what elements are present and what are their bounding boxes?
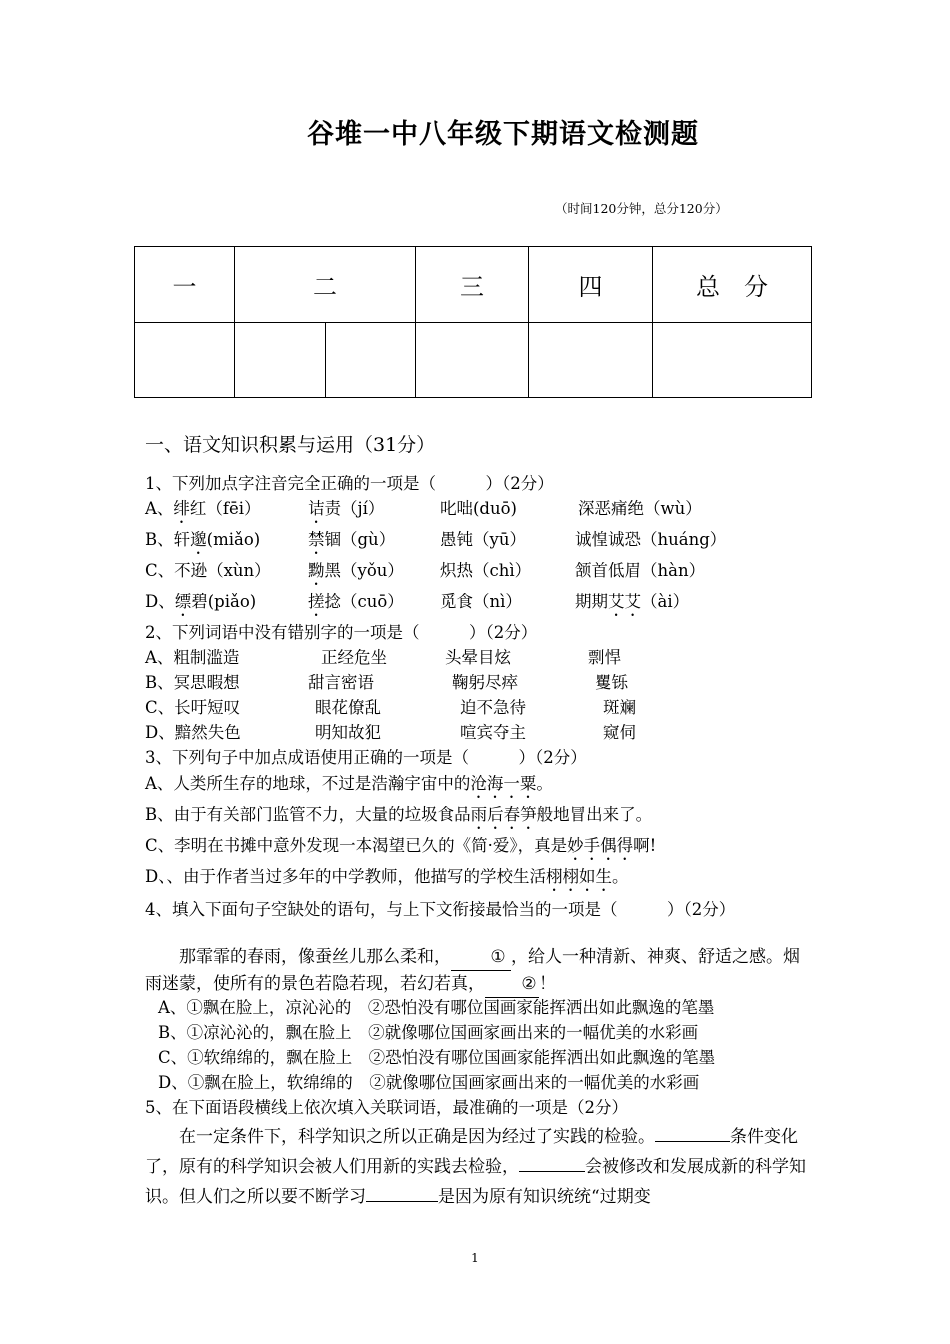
score-header-4: 四 — [529, 247, 653, 323]
q5-stem: 5、在下面语段横线上依次填入关联词语，最准确的一项是（2分） — [145, 1098, 628, 1117]
q4-option-a: A、①飘在脸上，凉沁沁的 ②恐怕没有哪位国画家能挥洒出如此飘逸的笔墨 — [158, 998, 715, 1017]
section-heading: 一、语文知识积累与运用（31分） — [145, 434, 436, 456]
q2-stem: 2、下列词语中没有错别字的一项是（ ）（2分） — [145, 623, 538, 642]
score-cell[interactable] — [416, 323, 529, 398]
q1-option-b: B、轩邈(miǎo) 禁锢（gù） 愚钝（yū） 诚惶诚恐（huáng） — [145, 530, 727, 549]
q2-option-c: C、长吁短叹 眼花僚乱 迫不急待 斑斓 — [145, 698, 636, 717]
score-cell[interactable] — [653, 323, 812, 398]
score-cell[interactable] — [529, 323, 653, 398]
blank-2: ② — [485, 971, 539, 998]
q4-passage: 那霏霏的春雨，像蚕丝儿那么柔和， ① ，给人一种清新、神爽、舒适之感。烟雨迷蒙，使所有的景色若隐若现，若幻若真， ② ！ — [145, 944, 810, 998]
q4-option-b: B、①凉沁沁的，飘在脸上 ②就像哪位国画家画出来的一幅优美的水彩画 — [158, 1023, 699, 1042]
q4-stem: 4、填入下面句子空缺处的语句，与上下文衔接最恰当的一项是（ ）（2分） — [145, 900, 736, 919]
blank-1: ① — [451, 944, 511, 971]
q1-option-a: A、绯红（fēi） 诘责（jí） 叱咄(duō) 深恶痛绝（wù） — [145, 499, 702, 518]
q1-stem: 1、下列加点字注音完全正确的一项是（ ）（2分） — [145, 474, 554, 493]
page-title: 谷堆一中八年级下期语文检测题 — [307, 119, 699, 150]
score-cell[interactable] — [326, 323, 416, 398]
exam-time-note: （时间120分钟，总分120分） — [555, 201, 728, 216]
score-header-2: 二 — [235, 247, 416, 323]
q3-option-a: A、人类所生存的地球，不过是浩瀚宇宙中的沧海一粟。 — [145, 774, 553, 793]
q2-option-a: A、粗制滥造 正经危坐 头晕目炫 剽悍 — [145, 648, 621, 667]
q3-option-b: B、由于有关部门监管不力，大量的垃圾食品雨后春笋般地冒出来了。 — [145, 805, 653, 824]
score-cell[interactable] — [235, 323, 326, 398]
page-number: 1 — [471, 1251, 479, 1265]
q4-option-d: D、①飘在脸上，软绵绵的 ②就像哪位国画家画出来的一幅优美的水彩画 — [158, 1073, 700, 1092]
blank-1[interactable] — [655, 1141, 730, 1142]
blank-3[interactable] — [366, 1201, 438, 1202]
q2-option-d: D、黯然失色 明知故犯 喧宾夺主 窥伺 — [145, 723, 636, 742]
q2-option-b: B、冥思暇想 甜言密语 鞠躬尽瘁 矍铄 — [145, 673, 628, 692]
score-table — [134, 246, 812, 398]
q3-option-d: D、、由于作者当过多年的中学教师，他描写的学校生活栩栩如生。 — [145, 867, 629, 886]
q5-passage: 在一定条件下，科学知识之所以正确是因为经过了实践的检验。 条件变化了，原有的科学知识会被人们用新的实践去检验， 会被修改和发展成新的科学知识。但人们之所以要不断学习 是因为原有知识统统“过期变 — [145, 1127, 806, 1207]
score-header-total: 总 分 — [653, 247, 812, 323]
q3-stem: 3、下列句子中加点成语使用正确的一项是（ ）（2分） — [145, 748, 587, 767]
q3-option-c: C、李明在书摊中意外发现一本渴望已久的《简·爱》，真是妙手偶得啊! — [145, 836, 657, 855]
q1-option-d: D、缥碧(piǎo) 搓捻（cuō） 觅食（nì） 期期艾艾（ài） — [145, 592, 690, 611]
score-header-3: 三 — [416, 247, 529, 323]
q4-option-c: C、①软绵绵的，飘在脸上 ②恐怕没有哪位国画家能挥洒出如此飘逸的笔墨 — [158, 1048, 716, 1067]
score-header-1: 一 — [135, 247, 235, 323]
score-cell[interactable] — [135, 323, 235, 398]
blank-2[interactable] — [519, 1171, 585, 1172]
q1-option-c: C、不逊（xùn） 黝黑（yǒu） 炽热（chì） 颔首低眉（hàn） — [145, 561, 706, 580]
